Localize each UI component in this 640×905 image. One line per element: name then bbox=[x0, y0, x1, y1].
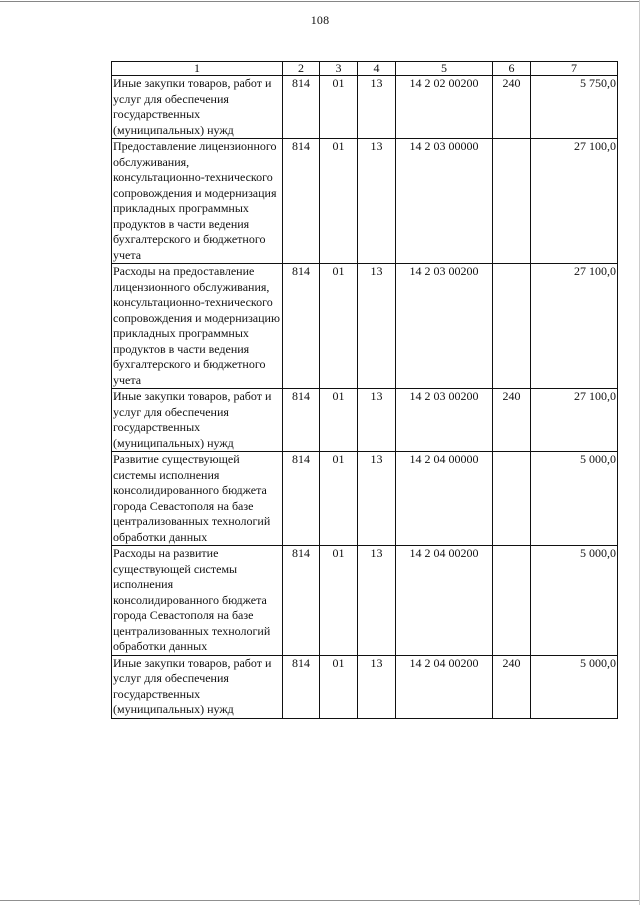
section-code: 01 bbox=[320, 546, 358, 656]
section-code: 01 bbox=[320, 76, 358, 139]
section-code: 01 bbox=[320, 389, 358, 452]
expense-type-code bbox=[493, 264, 531, 389]
subsection-code: 13 bbox=[358, 655, 396, 718]
expense-type-code: 240 bbox=[493, 655, 531, 718]
scan-border-top bbox=[0, 1, 640, 2]
amount: 27 100,0 bbox=[531, 264, 618, 389]
ministry-code: 814 bbox=[283, 546, 320, 656]
header-col-7: 7 bbox=[531, 62, 618, 76]
target-article-code: 14 2 03 00200 bbox=[396, 264, 493, 389]
target-article-code: 14 2 04 00200 bbox=[396, 655, 493, 718]
target-article-code: 14 2 03 00200 bbox=[396, 389, 493, 452]
expense-type-code bbox=[493, 452, 531, 546]
expense-type-code: 240 bbox=[493, 389, 531, 452]
amount: 5 750,0 bbox=[531, 76, 618, 139]
ministry-code: 814 bbox=[283, 389, 320, 452]
expense-type-code bbox=[493, 546, 531, 656]
ministry-code: 814 bbox=[283, 139, 320, 264]
target-article-code: 14 2 04 00200 bbox=[396, 546, 493, 656]
amount: 27 100,0 bbox=[531, 139, 618, 264]
subsection-code: 13 bbox=[358, 389, 396, 452]
expense-name: Развитие существующей системы исполнения консолидированного бюджета города Севастополя на базе централизованных технологий обработки данных bbox=[112, 452, 283, 546]
page-number: 108 bbox=[310, 13, 330, 27]
amount: 27 100,0 bbox=[531, 389, 618, 452]
amount: 5 000,0 bbox=[531, 452, 618, 546]
table-row bbox=[112, 452, 618, 546]
header-col-5: 5 bbox=[396, 62, 493, 76]
expense-name: Иные закупки товаров, работ и услуг для обеспечения государственных (муниципальных) нужд bbox=[112, 389, 283, 452]
expense-name: Иные закупки товаров, работ и услуг для обеспечения государственных (муниципальных) нужд bbox=[112, 655, 283, 718]
ministry-code: 814 bbox=[283, 655, 320, 718]
amount: 5 000,0 bbox=[531, 655, 618, 718]
header-col-4: 4 bbox=[358, 62, 396, 76]
subsection-code: 13 bbox=[358, 76, 396, 139]
header-col-1: 1 bbox=[112, 62, 283, 76]
table-row bbox=[112, 139, 618, 264]
section-code: 01 bbox=[320, 264, 358, 389]
expense-name: Предоставление лицензионного обслуживания, консультационно-технического сопровождения и модернизация прикладных программных продуктов в части ведения бухгалтерского и бюджетного учета bbox=[112, 139, 283, 264]
header-col-2: 2 bbox=[283, 62, 320, 76]
section-code: 01 bbox=[320, 655, 358, 718]
ministry-code: 814 bbox=[283, 452, 320, 546]
target-article-code: 14 2 03 00000 bbox=[396, 139, 493, 264]
table-row bbox=[112, 655, 618, 718]
subsection-code: 13 bbox=[358, 139, 396, 264]
table-row bbox=[112, 389, 618, 452]
table-header-row bbox=[112, 62, 618, 76]
amount: 5 000,0 bbox=[531, 546, 618, 656]
subsection-code: 13 bbox=[358, 546, 396, 656]
header-col-6: 6 bbox=[493, 62, 531, 76]
ministry-code: 814 bbox=[283, 264, 320, 389]
section-code: 01 bbox=[320, 139, 358, 264]
scan-border-bottom bbox=[0, 900, 640, 901]
table-row bbox=[112, 76, 618, 139]
section-code: 01 bbox=[320, 452, 358, 546]
budget-table bbox=[111, 61, 618, 719]
expense-name: Расходы на развитие существующей системы исполнения консолидированного бюджета города Севастополя на базе централизованных технологий обработки данных bbox=[112, 546, 283, 656]
ministry-code: 814 bbox=[283, 76, 320, 139]
expense-name: Расходы на предоставление лицензионного обслуживания, консультационно-технического сопровождения и модернизацию прикладных программных продуктов в части ведения бухгалтерского и бюджетного учета bbox=[112, 264, 283, 389]
expense-type-code: 240 bbox=[493, 76, 531, 139]
target-article-code: 14 2 02 00200 bbox=[396, 76, 493, 139]
subsection-code: 13 bbox=[358, 264, 396, 389]
expense-name: Иные закупки товаров, работ и услуг для обеспечения государственных (муниципальных) нужд bbox=[112, 76, 283, 139]
header-col-3: 3 bbox=[320, 62, 358, 76]
table-row bbox=[112, 546, 618, 656]
subsection-code: 13 bbox=[358, 452, 396, 546]
expense-type-code bbox=[493, 139, 531, 264]
target-article-code: 14 2 04 00000 bbox=[396, 452, 493, 546]
table-row bbox=[112, 264, 618, 389]
